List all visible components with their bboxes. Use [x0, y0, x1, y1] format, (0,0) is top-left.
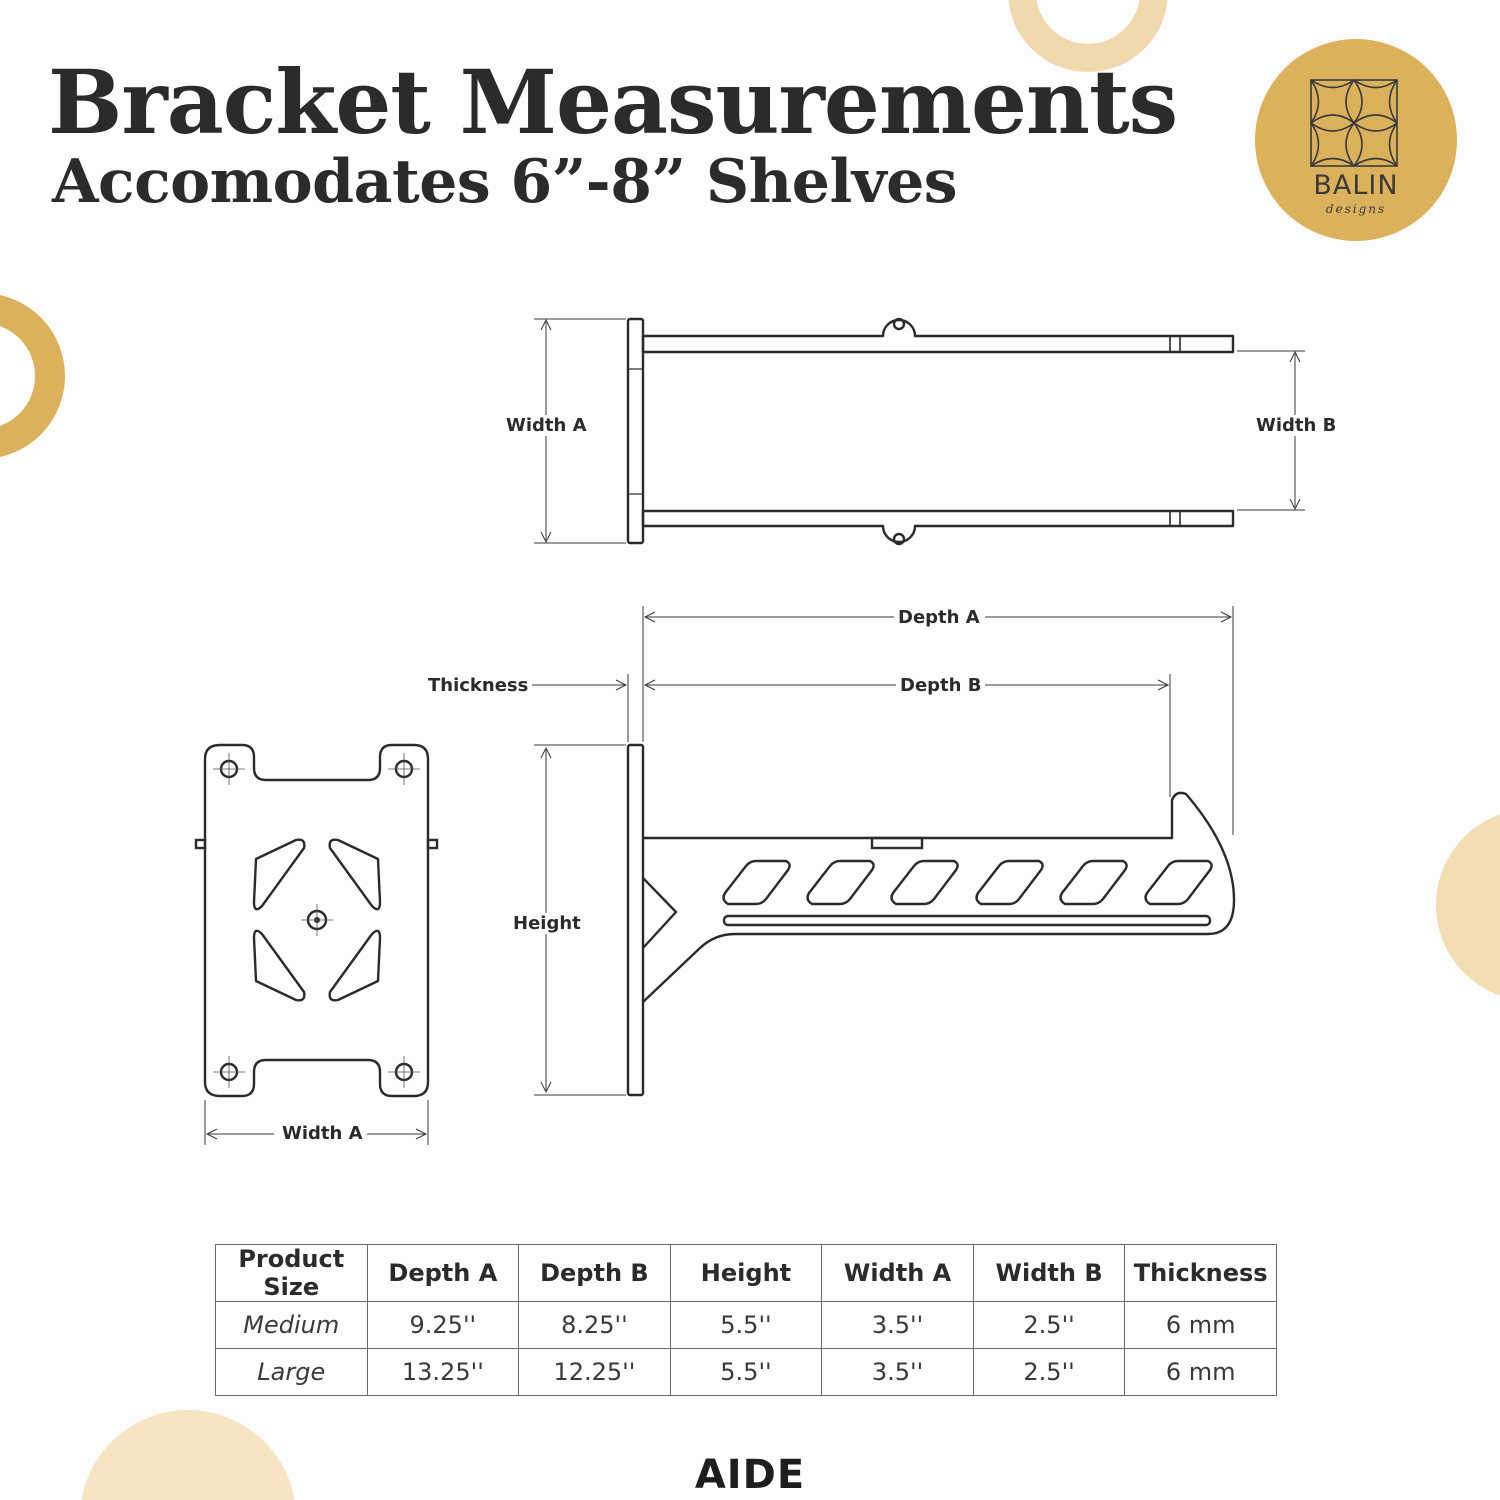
table-cell-size: Medium — [216, 1302, 368, 1349]
table-cell: 3.5'' — [822, 1349, 974, 1396]
table-cell: 3.5'' — [822, 1302, 974, 1349]
table-cell: 9.25'' — [367, 1302, 519, 1349]
table-cell: 12.25'' — [519, 1349, 671, 1396]
table-cell: 5.5'' — [670, 1302, 822, 1349]
table-header-row — [216, 1245, 1277, 1302]
plate-view-drawing — [196, 745, 437, 1145]
logo-name: BALIN — [1313, 170, 1399, 201]
logo-tagline: designs — [1325, 202, 1387, 216]
table-header-cell: Thickness — [1125, 1245, 1277, 1302]
table-cell: 6 mm — [1125, 1349, 1277, 1396]
table-cell: 2.5'' — [973, 1349, 1125, 1396]
top-width-b-label: Width B — [1252, 415, 1340, 436]
table-cell-size: Large — [216, 1349, 368, 1396]
page-title: Bracket Measurements — [48, 50, 1178, 154]
page-subtitle: Accomodates 6”-8” Shelves — [52, 147, 958, 217]
table-cell: 13.25'' — [367, 1349, 519, 1396]
top-view-drawing — [534, 319, 1305, 544]
table-cell: 5.5'' — [670, 1349, 822, 1396]
table-header-cell: Depth A — [367, 1245, 519, 1302]
table-row — [216, 1302, 1277, 1349]
top-width-a-label: Width A — [502, 415, 591, 436]
plate-width-a-label: Width A — [278, 1123, 367, 1144]
table-header-cell: Height — [670, 1245, 822, 1302]
side-view-slots — [724, 861, 1212, 925]
thickness-label: Thickness — [424, 675, 532, 696]
table-cell: 6 mm — [1125, 1302, 1277, 1349]
depth-b-label: Depth B — [896, 675, 985, 696]
table-cell: 8.25'' — [519, 1302, 671, 1349]
side-view-drawing — [532, 606, 1234, 1095]
table-header-cell: Width B — [973, 1245, 1125, 1302]
table-header-cell: Depth B — [519, 1245, 671, 1302]
table-header-cell: Width A — [822, 1245, 974, 1302]
table-cell: 2.5'' — [973, 1302, 1125, 1349]
brand-name: AIDE — [694, 1452, 806, 1498]
measurements-table — [215, 1244, 1277, 1396]
table-row — [216, 1349, 1277, 1396]
table-header-cell: Product Size — [216, 1245, 368, 1302]
height-label: Height — [509, 913, 585, 934]
depth-a-label: Depth A — [894, 607, 984, 628]
